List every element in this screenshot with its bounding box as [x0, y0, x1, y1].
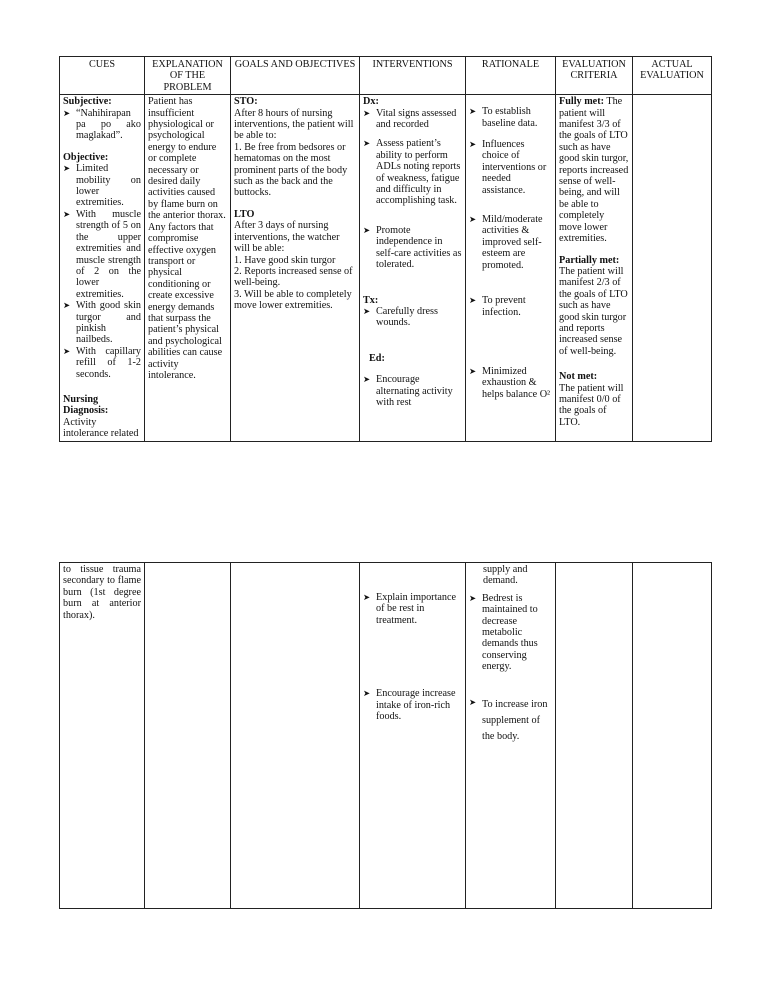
rationale-item: To establish baseline data.: [482, 106, 538, 129]
lto-item: 2. Reports increased sense of well-being.: [234, 265, 353, 289]
lto-text: After 3 days of nursing interventions, the watcher will be able:: [234, 220, 340, 255]
list-item: [469, 593, 552, 673]
partially-met-label: Partially met:: [559, 254, 620, 266]
list-item: [469, 295, 552, 318]
tx-label: Tx:: [363, 294, 379, 306]
arrow-bullet-icon: ➤: [63, 345, 71, 356]
list-item: [363, 108, 462, 131]
interventions-cell: [360, 563, 466, 909]
intervention-item: Carefully dress wounds.: [376, 305, 438, 329]
lto-label: LTO: [234, 208, 255, 220]
header-actual-evaluation: ACTUAL EVALUATION: [633, 57, 712, 95]
actual-evaluation-cell: [633, 95, 712, 441]
arrow-bullet-icon: ➤: [363, 374, 371, 385]
arrow-bullet-icon: ➤: [363, 138, 371, 149]
list-item: [363, 306, 462, 329]
intervention-item: Vital signs assessed and recorded: [376, 107, 457, 131]
nursing-diagnosis-continued: to tissue trauma secondary to flame burn (1st degree burn at anterior thorax).: [63, 564, 141, 621]
intervention-item: Assess patient’s ability to perform ADLs noting reports of weakness, fatigue and difficulty in accomplishing task.: [376, 138, 461, 207]
list-item: [63, 300, 141, 346]
cues-cell: [60, 95, 145, 441]
list-item: [469, 214, 552, 271]
not-met-label: Not met:: [559, 371, 598, 383]
intervention-item: Explain importance of be rest in treatment.: [376, 592, 457, 626]
list-item: [63, 209, 141, 300]
header-goals: GOALS AND OBJECTIVES: [231, 57, 360, 95]
arrow-bullet-icon: ➤: [469, 295, 477, 306]
arrow-bullet-icon: ➤: [469, 214, 477, 225]
arrow-bullet-icon: ➤: [469, 696, 477, 707]
subjective-label: Subjective:: [63, 96, 112, 108]
objective-item: With capillary refill of 1-2 seconds.: [76, 345, 141, 380]
header-evaluation-criteria: EVALUATION CRITERIA: [556, 57, 633, 95]
rationale-item: Influences choice of interventions or needed assistance.: [482, 139, 547, 196]
sto-item: 1. Be free from bedsores or hematomas on the most prominent parts of the body such as the back and the buttocks.: [234, 141, 348, 199]
cues-cell: [60, 563, 145, 909]
rationale-continued: supply and demand.: [483, 564, 528, 587]
header-cues: CUES: [60, 57, 145, 95]
arrow-bullet-icon: ➤: [363, 592, 371, 602]
header-interventions: INTERVENTIONS: [360, 57, 466, 95]
rationale-item: Bedrest is maintained to decrease metabolic demands thus conserving energy.: [482, 592, 538, 673]
objective-label: Objective:: [63, 151, 109, 163]
nursing-diagnosis-label: Nursing Diagnosis:: [63, 393, 109, 417]
interventions-cell: [360, 95, 466, 441]
sto-text: After 8 hours of nursing interventions, the patient will be able to:: [234, 107, 354, 142]
not-met-text: The patient will manifest 0/0 of the goals of LTO.: [559, 382, 624, 428]
evaluation-criteria-cell: [556, 95, 633, 441]
arrow-bullet-icon: ➤: [363, 688, 371, 699]
arrow-bullet-icon: ➤: [469, 139, 477, 150]
table-row: [60, 95, 712, 441]
objective-item: Limited mobility on lower extremities.: [76, 163, 141, 209]
table-row: [60, 563, 712, 909]
care-plan-table-page2: [59, 562, 712, 909]
ed-label: Ed:: [369, 352, 385, 364]
arrow-bullet-icon: ➤: [63, 163, 71, 174]
list-item: [63, 346, 141, 380]
subjective-item: “Nahihirapan pa po ako maglakad”.: [76, 107, 141, 142]
arrow-bullet-icon: ➤: [63, 208, 71, 219]
evaluation-criteria-cell: [556, 563, 633, 909]
list-item: [363, 138, 462, 206]
list-item: [363, 225, 462, 271]
goals-cell: [231, 563, 360, 909]
partially-met-text: The patient will manifest 2/3 of the goals of LTO such as have good skin turgor and reports increased sense of well-being.: [559, 265, 628, 357]
intervention-item: Promote independence in self-care activities as tolerated.: [376, 224, 462, 271]
arrow-bullet-icon: ➤: [363, 107, 371, 118]
rationale-item: Mild/moderate activities & improved self-esteem are promoted.: [482, 214, 543, 271]
dx-label: Dx:: [363, 96, 379, 108]
explanation-cell: [145, 95, 231, 441]
list-item: [363, 688, 462, 722]
arrow-bullet-icon: ➤: [469, 365, 477, 376]
intervention-item: Encourage alternating activity with rest: [376, 374, 453, 408]
arrow-bullet-icon: ➤: [363, 305, 371, 316]
list-item: [363, 374, 462, 408]
lto-item: 1. Have good skin turgor: [234, 254, 336, 266]
nursing-diagnosis-text: Activity intolerance related: [63, 416, 139, 440]
arrow-bullet-icon: ➤: [363, 224, 371, 235]
objective-item: With muscle strength of 5 on the upper extremities and muscle strength of 2 on the lower extremities.: [76, 208, 141, 300]
list-item: [469, 139, 552, 196]
rationale-item: Minimized exhaustion & helps balance O²: [482, 365, 551, 400]
list-item: [469, 106, 552, 129]
goals-cell: [231, 95, 360, 441]
rationale-cell: [466, 563, 556, 909]
list-item: [469, 366, 552, 400]
arrow-bullet-icon: ➤: [63, 300, 71, 311]
sto-label: STO:: [234, 96, 258, 108]
rationale-item: To prevent infection.: [482, 295, 526, 318]
care-plan-table-page1: [59, 56, 712, 442]
header-explanation: EXPLANATION OF THE PROBLEM: [145, 57, 231, 95]
list-item: [469, 697, 552, 745]
rationale-item: To increase iron supplement of the body.: [482, 698, 548, 742]
intervention-item: Encourage increase intake of iron-rich foods.: [376, 688, 456, 723]
table-header-row: [60, 57, 712, 95]
rationale-cell: [466, 95, 556, 441]
fully-met-label: Fully met:: [559, 96, 604, 108]
header-rationale: RATIONALE: [466, 57, 556, 95]
list-item: [63, 108, 141, 142]
fully-met-text: The patient will manifest 3/3 of the goals of LTO such as have good skin turgor, reports increased sense of well-being, and will be able to completely move lower extremities.: [559, 96, 629, 245]
actual-evaluation-cell: [633, 563, 712, 909]
objective-item: With good skin turgor and pinkish nailbeds.: [76, 300, 141, 346]
explanation-cell: [145, 563, 231, 909]
explanation-text: Patient has insufficient physiological or psychological energy to endure or complete necessary or desired daily activities caused by flame burn on the anterior thorax. Any factors that compromise effective oxygen transport or physical conditioning or create excessive energy demands that surpass the patient’s physical and psychological abilities can cause activity intolerance.: [148, 96, 226, 381]
arrow-bullet-icon: ➤: [63, 107, 71, 118]
lto-item: 3. Will be able to completely move lower extremities.: [234, 288, 352, 312]
list-item: [63, 163, 141, 209]
arrow-bullet-icon: ➤: [469, 106, 477, 117]
list-item: [363, 592, 462, 626]
arrow-bullet-icon: ➤: [469, 592, 477, 603]
